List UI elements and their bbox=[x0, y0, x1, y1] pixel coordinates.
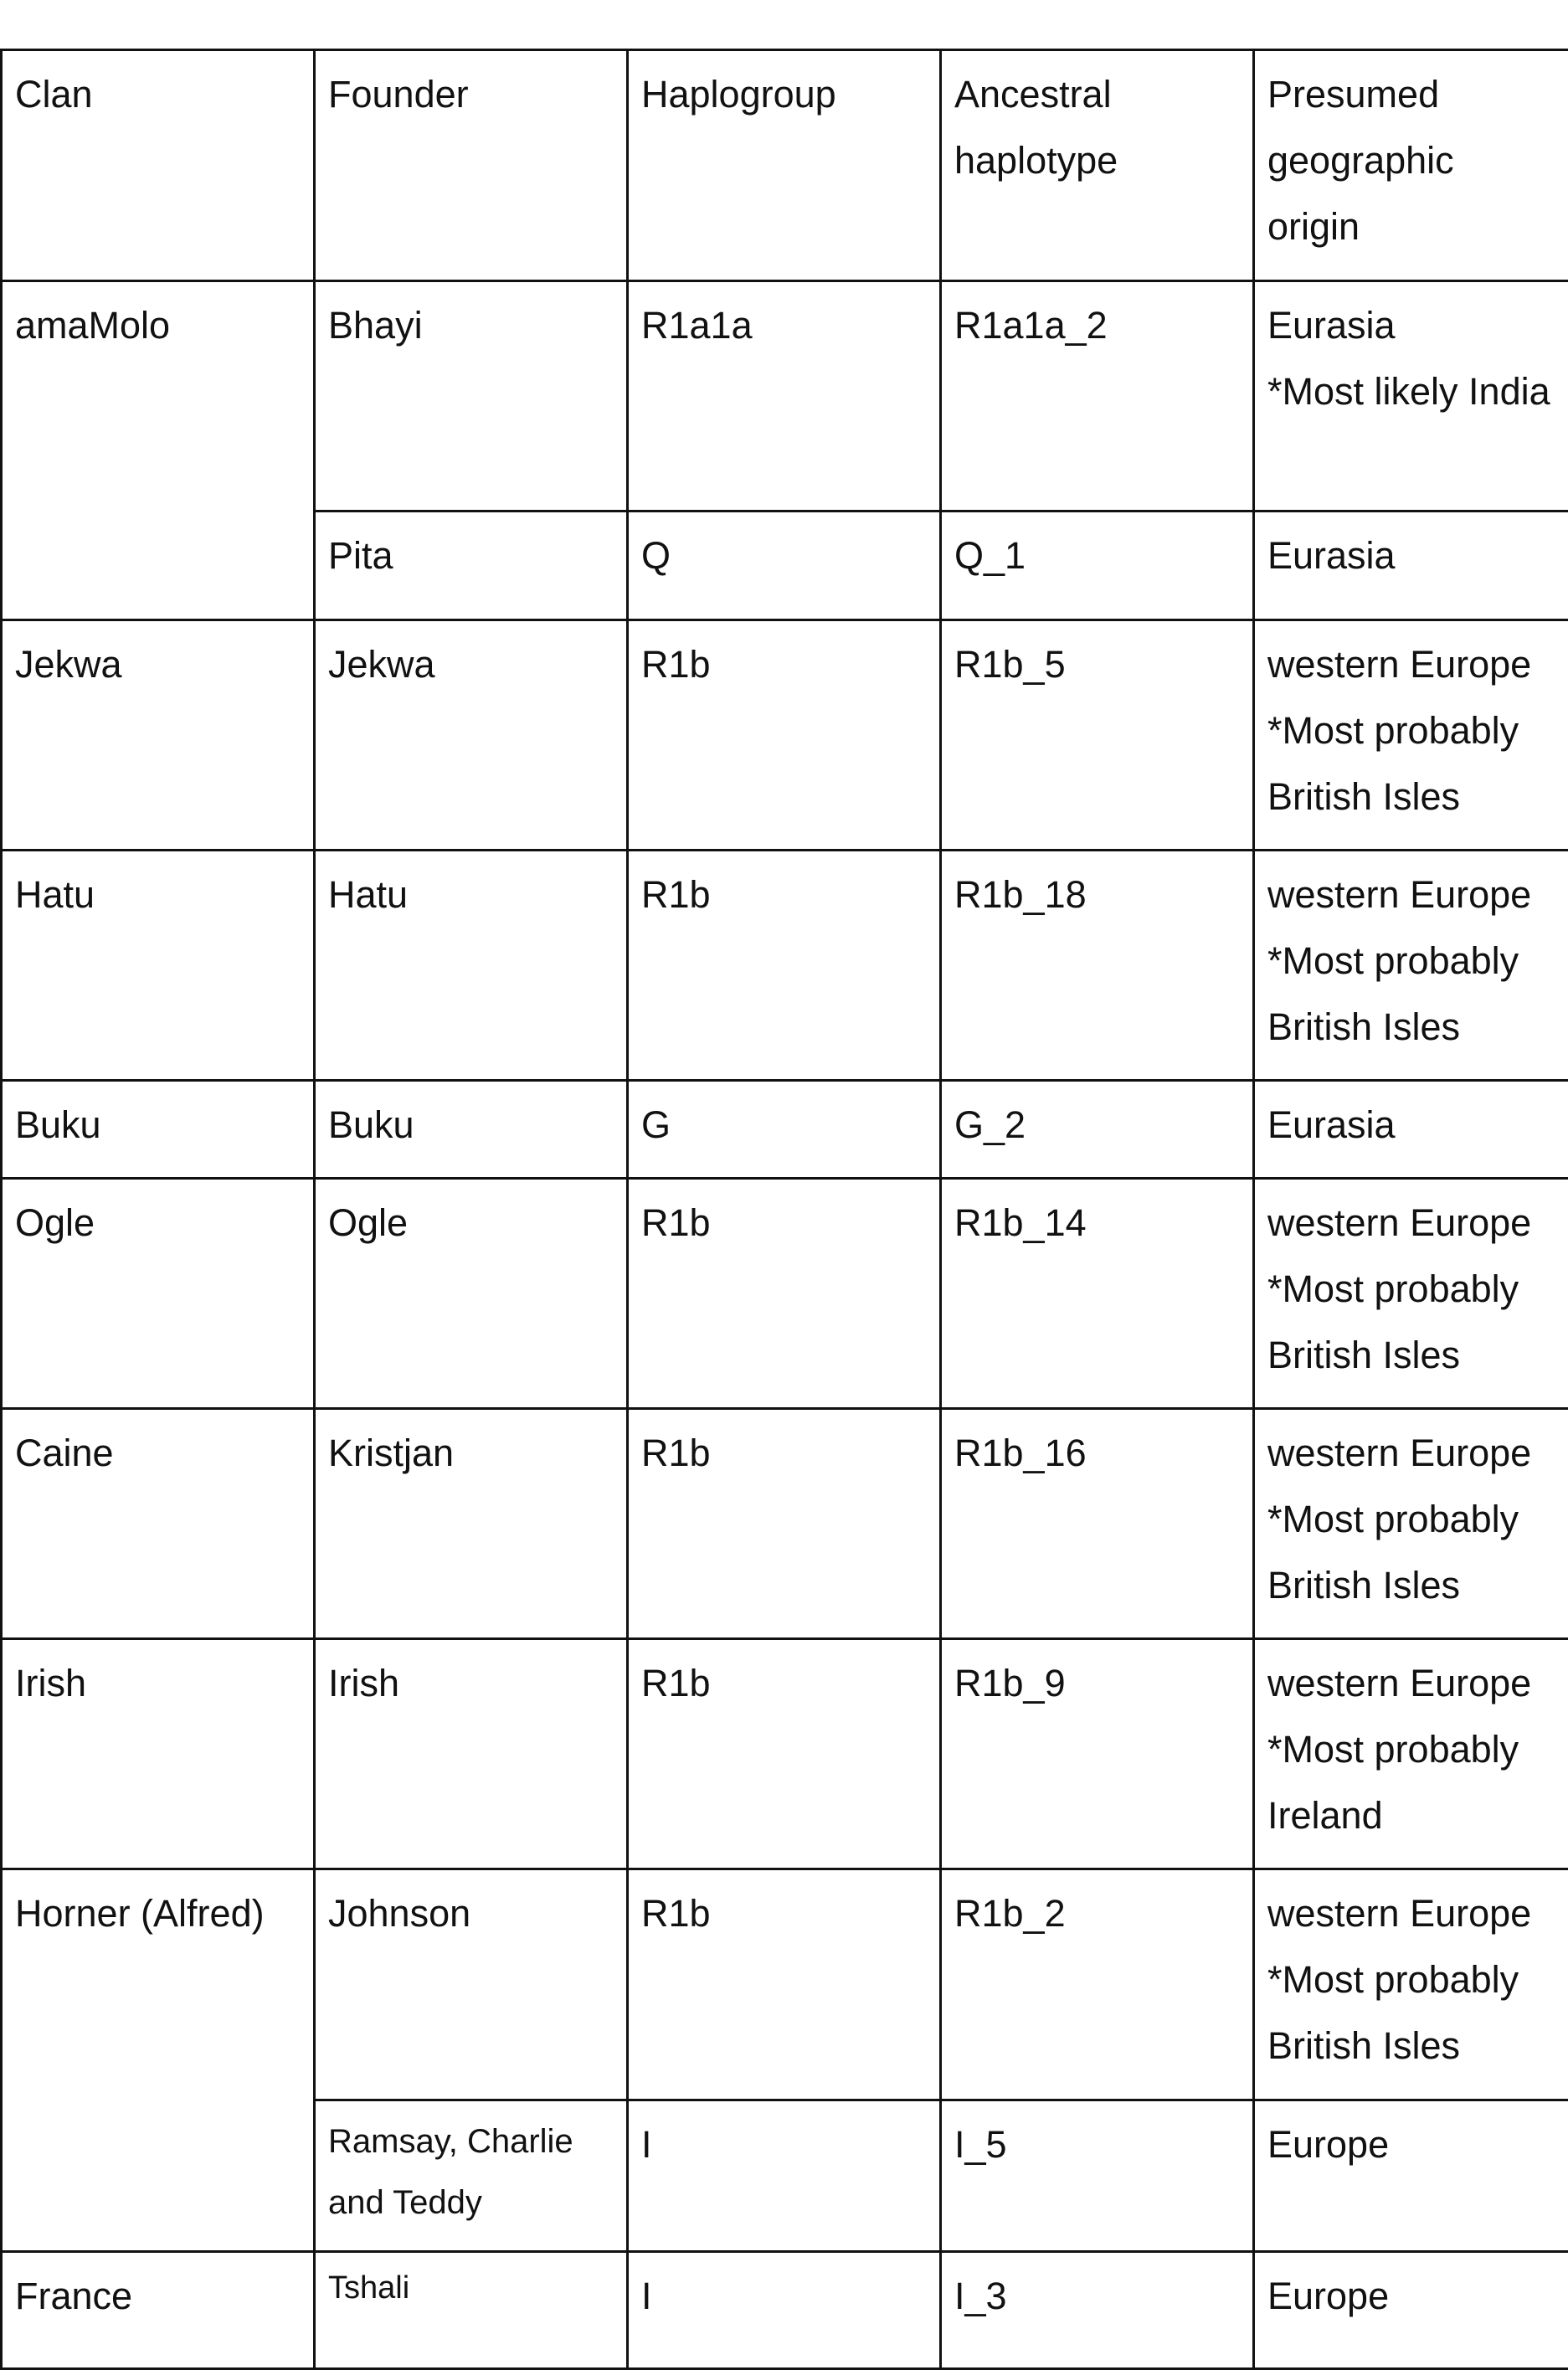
cell-haplogroup: R1b bbox=[628, 1869, 941, 2100]
cell-clan: Caine bbox=[2, 1409, 315, 1639]
table-row bbox=[2, 1081, 1568, 1179]
header-founder: Founder bbox=[315, 50, 628, 281]
cell-haplotype: R1b_16 bbox=[941, 1409, 1254, 1639]
cell-haplotype: R1b_2 bbox=[941, 1869, 1254, 2100]
origin-region: western Europe bbox=[1267, 643, 1531, 686]
cell-haplogroup: Q bbox=[628, 512, 941, 620]
table-row bbox=[2, 1179, 1568, 1409]
origin-region: western Europe bbox=[1267, 1201, 1531, 1244]
cell-haplogroup: R1b bbox=[628, 1639, 941, 1869]
header-geographic-origin: Presumed geographic origin bbox=[1254, 50, 1568, 281]
cell-origin bbox=[1254, 1409, 1568, 1639]
cell-haplotype: R1b_9 bbox=[941, 1639, 1254, 1869]
origin-note: *Most probably British Isles bbox=[1267, 939, 1519, 1048]
cell-haplotype: I_5 bbox=[941, 2100, 1254, 2252]
cell-origin bbox=[1254, 620, 1568, 851]
cell-origin bbox=[1254, 851, 1568, 1081]
cell-origin: Europe bbox=[1254, 2252, 1568, 2369]
cell-origin bbox=[1254, 281, 1568, 512]
cell-clan: Buku bbox=[2, 1081, 315, 1179]
cell-origin: Europe bbox=[1254, 2100, 1568, 2252]
cell-haplotype: Q_1 bbox=[941, 512, 1254, 620]
cell-founder: Ogle bbox=[315, 1179, 628, 1409]
header-clan: Clan bbox=[2, 50, 315, 281]
cell-haplotype: R1a1a_2 bbox=[941, 281, 1254, 512]
table-row bbox=[2, 1639, 1568, 1869]
cell-clan: amaMolo bbox=[2, 281, 315, 620]
cell-haplotype: R1b_18 bbox=[941, 851, 1254, 1081]
cell-clan: Hatu bbox=[2, 851, 315, 1081]
cell-haplogroup: G bbox=[628, 1081, 941, 1179]
cell-founder: Jekwa bbox=[315, 620, 628, 851]
table-row bbox=[2, 620, 1568, 851]
cell-haplotype: R1b_5 bbox=[941, 620, 1254, 851]
cell-haplotype: I_3 bbox=[941, 2252, 1254, 2369]
table-row bbox=[2, 281, 1568, 512]
origin-region: western Europe bbox=[1267, 1662, 1531, 1704]
cell-haplogroup: I bbox=[628, 2100, 941, 2252]
origin-region: Eurasia bbox=[1267, 304, 1396, 347]
cell-haplogroup: I bbox=[628, 2252, 941, 2369]
cell-origin bbox=[1254, 1869, 1568, 2100]
origin-note: *Most probably British Isles bbox=[1267, 1958, 1519, 2067]
cell-founder: Kristjan bbox=[315, 1409, 628, 1639]
cell-haplogroup: R1b bbox=[628, 1409, 941, 1639]
cell-origin: Eurasia bbox=[1254, 512, 1568, 620]
cell-founder: Johnson bbox=[315, 1869, 628, 2100]
origin-note: *Most probably British Isles bbox=[1267, 1498, 1519, 1607]
cell-haplotype: G_2 bbox=[941, 1081, 1254, 1179]
cell-origin bbox=[1254, 1639, 1568, 1869]
haplogroup-table bbox=[0, 49, 1568, 2370]
cell-founder: Buku bbox=[315, 1081, 628, 1179]
table-row bbox=[2, 851, 1568, 1081]
cell-founder: Hatu bbox=[315, 851, 628, 1081]
header-ancestral-haplotype: Ancestral haplotype bbox=[941, 50, 1254, 281]
header-haplogroup: Haplogroup bbox=[628, 50, 941, 281]
origin-note: *Most probably Ireland bbox=[1267, 1728, 1519, 1837]
cell-clan: France bbox=[2, 2252, 315, 2369]
table-row bbox=[2, 1409, 1568, 1639]
cell-haplogroup: R1a1a bbox=[628, 281, 941, 512]
cell-origin: Eurasia bbox=[1254, 1081, 1568, 1179]
origin-region: western Europe bbox=[1267, 1432, 1531, 1474]
cell-haplotype: R1b_14 bbox=[941, 1179, 1254, 1409]
cell-origin bbox=[1254, 1179, 1568, 1409]
cell-haplogroup: R1b bbox=[628, 851, 941, 1081]
origin-note: *Most probably British Isles bbox=[1267, 709, 1519, 818]
cell-haplogroup: R1b bbox=[628, 1179, 941, 1409]
table-row bbox=[2, 2252, 1568, 2369]
cell-clan: Ogle bbox=[2, 1179, 315, 1409]
cell-clan: Jekwa bbox=[2, 620, 315, 851]
cell-founder: Tshali bbox=[315, 2252, 628, 2369]
origin-note: *Most probably British Isles bbox=[1267, 1267, 1519, 1376]
origin-region: western Europe bbox=[1267, 1892, 1531, 1935]
origin-note: *Most likely India bbox=[1267, 370, 1550, 413]
cell-clan: Horner (Alfred) bbox=[2, 1869, 315, 2252]
cell-clan: Irish bbox=[2, 1639, 315, 1869]
cell-founder: Ramsay, Charlie and Teddy bbox=[315, 2100, 628, 2252]
cell-haplogroup: R1b bbox=[628, 620, 941, 851]
cell-founder: Bhayi bbox=[315, 281, 628, 512]
table-row bbox=[2, 1869, 1568, 2100]
cell-founder: Pita bbox=[315, 512, 628, 620]
origin-region: western Europe bbox=[1267, 873, 1531, 916]
cell-founder: Irish bbox=[315, 1639, 628, 1869]
table-header-row bbox=[2, 50, 1568, 281]
